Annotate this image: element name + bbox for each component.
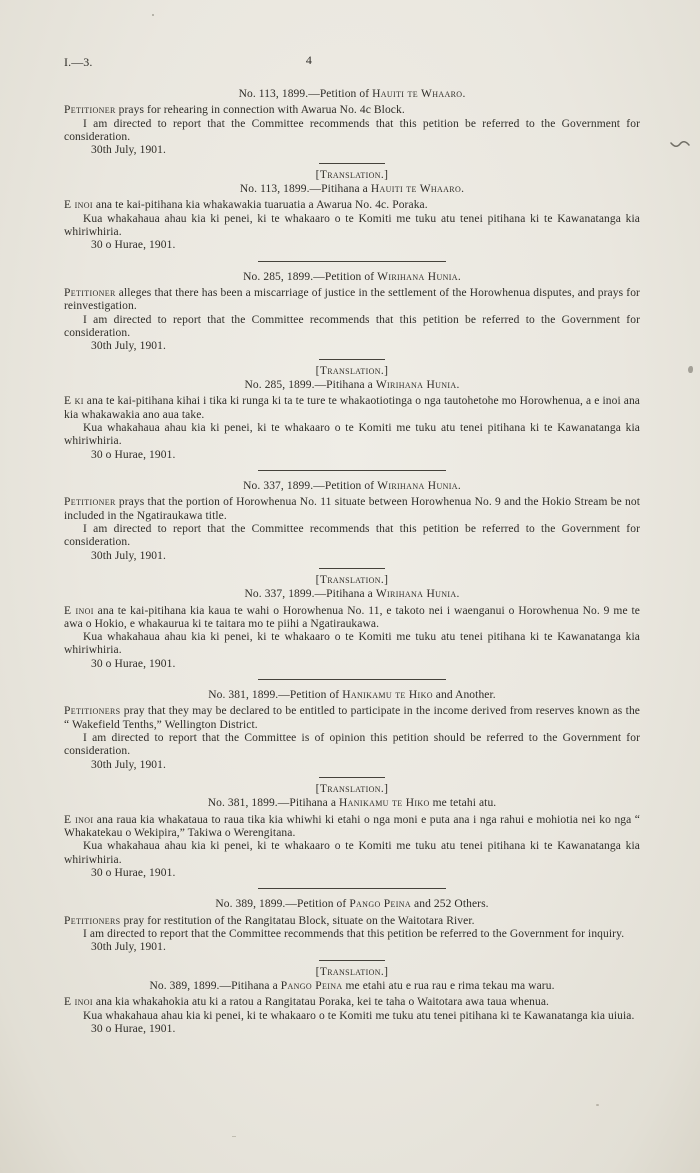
heading-suffix: and Another. [432,689,496,702]
scan-speck-icon [596,1104,599,1106]
petition-heading [64,88,640,101]
page-content [64,53,641,1037]
ink-fleck-icon [688,366,693,373]
petition-section [64,88,640,262]
petition-section [64,689,640,889]
heading-suffix: . [457,479,461,492]
petition-paragraph-1 [64,287,640,314]
heading-suffix: and 252 Others. [411,898,489,911]
translation-label-text: [Translation.] [315,364,389,377]
section-divider [258,888,446,889]
translation-paragraph-1 [64,814,640,841]
end-rule [319,163,385,164]
scan-speck-icon [232,1136,236,1137]
end-rule [319,777,385,778]
petitions-list [64,88,640,1036]
translation-paragraph-rest: ana te kai-pitihana kihai i tika ki runga ki ta te ture te whakaotiotinga o nga tautohetohe mo Horowhenua, a e inoi ana kia whakawakia ano aua take. [64,395,640,421]
paragraph-rest: prays for rehearing in connection with Awarua No. 4c Block. [115,104,405,117]
petition-paragraph-1 [64,705,640,732]
paragraph-lead: Petitioner [64,104,116,117]
translation-heading-prefix: No. 381, 1899.—Pitihana a [207,797,340,810]
paragraph-rest: pray that they may be declared to be entitled to participate in the income derived from reserves known as the “ Wakefield Tenths,” Wellington District. [64,705,640,731]
petition-paragraph-2: I am directed to report that the Committee recommends that this petition be referred to the Government for consideration. [64,117,640,143]
translation-label [64,574,640,587]
petition-paragraph-2: I am directed to report that the Committee is of opinion this petition should be referred to the Government for consideration. [64,732,640,758]
translation-date-line: 30 o Hurae, 1901. [91,657,176,670]
translation-paragraph-lead: E inoi [64,199,93,212]
paper-reference: I.—3. [64,55,93,69]
pencil-mark-icon [670,138,690,156]
translation-date-line: 30 o Hurae, 1901. [91,239,176,252]
petition-paragraph-2: I am directed to report that the Committee recommends that this petition be referred to the Government for consideration. [64,522,640,549]
translation-heading-prefix: No. 337, 1899.—Pitihana a [244,588,376,601]
translation-label [64,365,640,378]
heading-suffix: . [462,88,466,100]
petitioner-name: Hanikamu te Hiko [342,689,433,702]
paragraph-rest: alleges that there has been a miscarriage of justice in the settlement of the Horowhenua disputes, and prays for reinvestigation. [64,286,640,313]
petition-paragraph-2: I am directed to report that the Committee recommends that this petition be referred to the Government for consideration. [64,313,640,339]
petition-section [64,898,640,1036]
petition-section [64,271,640,471]
translation-label-text: [Translation.] [315,965,389,978]
translation-label-text: [Translation.] [315,168,389,181]
translation-paragraph-lead: E inoi [64,813,94,826]
petitioner-name: Hauiti te Whaaro [372,88,463,100]
translation-paragraph-2: Kua whakahaua ahau kia ki penei, ki te whakaaro o te Komiti me tuku atu tenei pitihana ki te Kawanatanga kia whiriwhiria. [64,421,640,448]
paragraph-rest: pray for restitution of the Rangitatau Block, situate on the Waitotara River. [120,914,475,927]
translation-heading [64,797,640,810]
translation-date-line: 30 o Hurae, 1901. [91,867,176,880]
translation-petitioner-name: Hauiti te Whaaro [370,182,462,195]
heading-prefix: No. 381, 1899.—Petition of [208,689,343,702]
petition-heading [64,480,640,493]
petition-heading [64,689,640,702]
heading-prefix: No. 113, 1899.—Petition of [238,88,373,100]
paragraph-rest: prays that the portion of Horowhenua No. 11 situate between Horowhenua No. 9 and the Hokio Stream be not included in the Ngatiraukawa title. [64,496,640,522]
paragraph-lead: Petitioner [64,286,116,299]
translation-heading-prefix: No. 285, 1899.—Pitihana a [244,378,376,391]
translation-heading-suffix: . [461,182,465,195]
translation-heading [64,980,640,993]
section-divider [258,470,446,471]
heading-prefix: No. 337, 1899.—Petition of [243,479,378,492]
scan-speck-icon [152,14,154,16]
paragraph-lead: Petitioners [64,705,121,718]
translation-heading-suffix: me etahi atu e rua rau e rima tekau ma waru. [342,980,555,993]
petitioner-name: Wirihana Hunia [377,270,458,283]
translation-paragraph-1 [64,199,640,212]
translation-heading-suffix: . [456,378,460,391]
translation-label [64,169,640,182]
translation-paragraph-2: Kua whakahaua ahau kia ki penei, ki te whakaaro o te Komiti me tuku atu tenei pitihana ki te Kawanatanga kia whiriwhiria. [64,840,640,866]
translation-label [64,966,640,979]
petition-paragraph-2: I am directed to report that the Committee recommends that this petition be referred to the Government for inquiry. [83,928,625,941]
translation-paragraph-1 [64,996,640,1009]
page-number: 4 [305,53,313,67]
translation-paragraph-rest: ana te kai-pitihana kia whakawakia tuaruatia a Awarua No. 4c. Poraka. [92,199,428,212]
translation-date-line: 30 o Hurae, 1901. [91,448,176,461]
petitioner-name: Pango Peina [349,898,412,911]
date-line: 30th July, 1901. [91,340,166,353]
translation-heading-prefix: No. 113, 1899.—Pitihana a [239,182,371,195]
translation-heading-suffix: . [456,588,460,601]
translation-heading [64,588,640,601]
paragraph-lead: Petitioners [64,914,121,927]
petition-paragraph-1 [64,496,640,523]
translation-paragraph-2: Kua whakahaua ahau kia ki penei, ki te whakaaro o te Komiti me tuku atu tenei pitihana ki te Kawanatanga kia whiriwhiria. [64,631,640,657]
translation-paragraph-rest: ana te kai-pitihana kia kaua te wahi o Horowhenua No. 11, e takoto nei i waenganui o Horowhenua No. 9 me te awa o Hokio, e whakaurua ki te taitara mo te piihi a Ngatiraukawa. [64,604,641,630]
translation-petitioner-name: Wirihana Hunia [375,588,457,601]
translation-paragraph-lead: E inoi [64,604,94,617]
heading-prefix: No. 285, 1899.—Petition of [243,270,378,283]
date-line: 30th July, 1901. [91,549,166,562]
paragraph-lead: Petitioner [64,496,116,509]
date-line: 30th July, 1901. [91,758,166,771]
translation-paragraph-lead: E ki [64,395,84,408]
section-divider [258,679,446,680]
translation-label-text: [Translation.] [315,783,389,796]
translation-paragraph-1 [64,395,640,422]
date-line: 30th July, 1901. [91,144,166,157]
petition-paragraph-1 [64,104,640,117]
translation-petitioner-name: Wirihana Hunia [375,378,457,391]
translation-paragraph-1 [64,605,640,632]
petition-heading [64,271,640,284]
section-divider [258,261,446,262]
translation-paragraph-rest: ana kia whakahokia atu ki a ratou a Rangitatau Poraka, kei te taha o Waitotara awa taua whenua. [92,996,550,1009]
translation-petitioner-name: Pango Peina [280,980,343,993]
translation-paragraph-lead: E inoi [64,996,93,1009]
petition-heading [64,898,640,911]
heading-suffix: . [457,270,461,283]
translation-paragraph-2: Kua whakahaua ahau kia ki penei, ki te whakaaro o te Komiti me tuku atu tenei pitihana ki te Kawanatanga kia uiuia. [83,1009,635,1022]
date-line: 30th July, 1901. [91,941,166,954]
translation-date-line: 30 o Hurae, 1901. [91,1023,176,1036]
translation-petitioner-name: Hanikamu te Hiko [339,797,430,810]
heading-prefix: No. 389, 1899.—Petition of [215,898,350,911]
translation-paragraph-2: Kua whakahaua ahau kia ki penei, ki te whakaaro o te Komiti me tuku atu tenei pitihana ki te Kawanatanga kia whiriwhiria. [64,212,640,238]
end-rule [319,359,385,360]
petition-section [64,480,640,680]
page-header [64,53,640,72]
translation-heading [64,183,640,196]
translation-heading-prefix: No. 389, 1899.—Pitihana a [149,980,281,993]
translation-paragraph-rest: ana raua kia whakataua to raua tika kia whiwhi ki etahi o nga moni e puta ana i nga rahui e mohiotia nei ko nga “ Whakatekau o Wekipira,” Takiwa o Werengitana. [64,813,640,840]
translation-heading-suffix: me tetahi atu. [429,797,497,810]
translation-heading [64,379,640,392]
petitioner-name: Wirihana Hunia [377,479,458,492]
end-rule [319,960,385,961]
translation-label-text: [Translation.] [315,573,389,586]
end-rule [319,568,385,569]
petition-paragraph-1 [64,915,640,928]
translation-label [64,783,640,796]
